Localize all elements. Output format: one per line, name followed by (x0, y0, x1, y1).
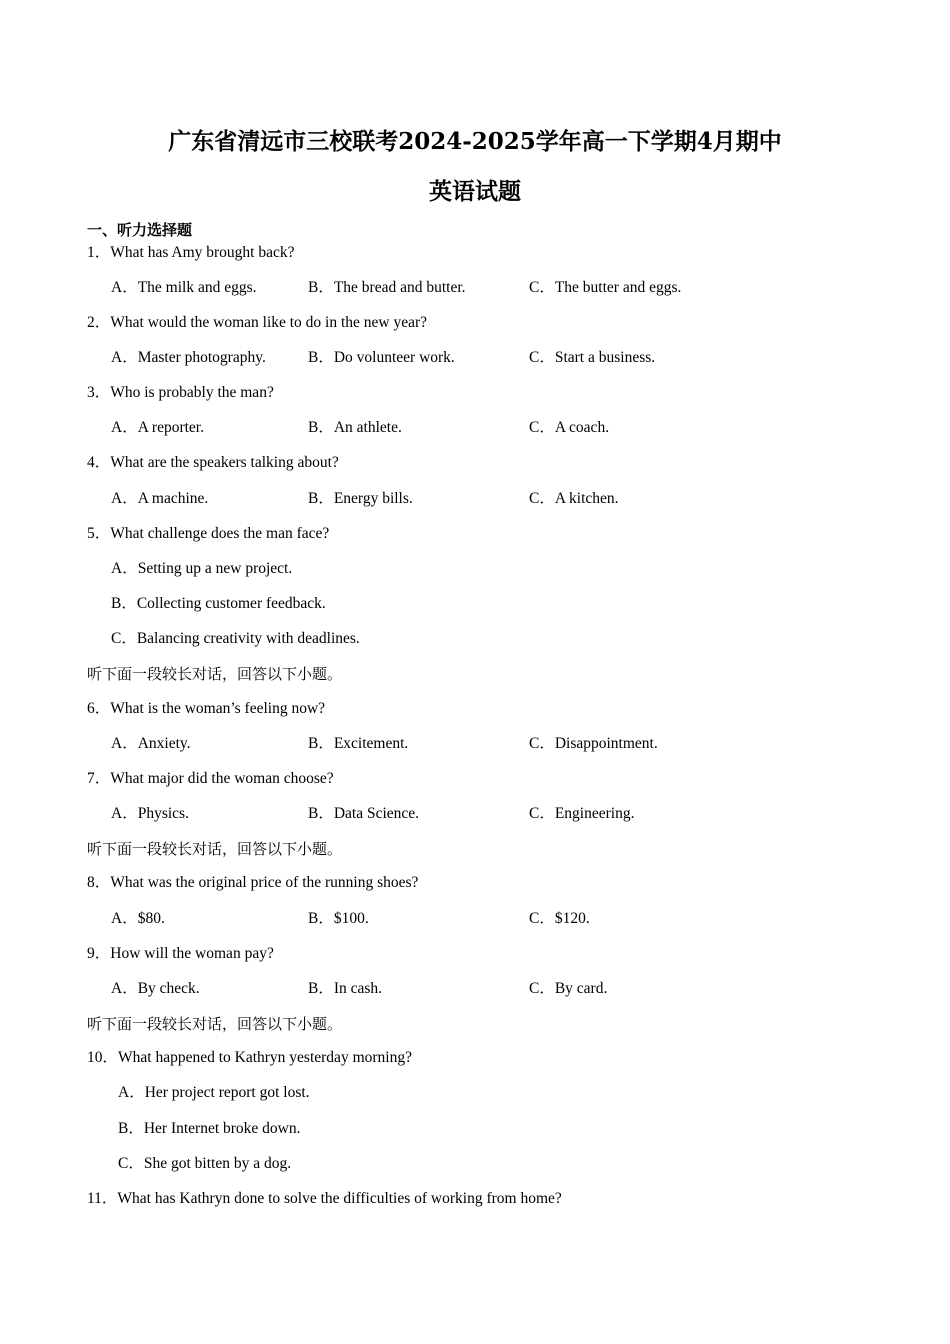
q7-option-c: C．Engineering. (529, 805, 635, 822)
listening-instruction-1: 听下面一段较长对话，回答以下小题。 (87, 665, 343, 683)
q7-option-b: B．Data Science. (308, 805, 420, 822)
question-9: 9．How will the woman pay? (87, 945, 274, 962)
q6-option-b: B．Excitement. (308, 735, 409, 752)
listening-instruction-2: 听下面一段较长对话，回答以下小题。 (87, 840, 343, 858)
q1-option-b: B．The bread and butter. (308, 279, 466, 296)
listening-instruction-3: 听下面一段较长对话，回答以下小题。 (87, 1015, 343, 1033)
exam-title-line-2: 英语试题 (429, 178, 521, 205)
question-8: 8．What was the original price of the running shoes? (87, 874, 419, 891)
q2-option-b: B．Do volunteer work. (308, 349, 455, 366)
q3-option-b: B．An athlete. (308, 419, 402, 436)
q10-option-b: B．Her Internet broke down. (118, 1120, 301, 1137)
q4-option-a: A．A machine. (111, 490, 209, 507)
q6-option-a: A．Anxiety. (111, 735, 191, 752)
question-10: 10．What happened to Kathryn yesterday morning? (87, 1049, 412, 1066)
question-6: 6．What is the woman’s feeling now? (87, 700, 326, 717)
q4-option-b: B．Energy bills. (308, 490, 413, 507)
q9-option-b: B．In cash. (308, 980, 383, 997)
q7-option-a: A．Physics. (111, 805, 189, 822)
q5-option-b: B．Collecting customer feedback. (111, 595, 326, 612)
question-1: 1．What has Amy brought back? (87, 244, 295, 261)
question-2: 2．What would the woman like to do in the new year? (87, 314, 428, 331)
q2-option-a: A．Master photography. (111, 349, 266, 366)
q4-option-c: C．A kitchen. (529, 490, 619, 507)
question-4: 4．What are the speakers talking about? (87, 454, 339, 471)
question-7: 7．What major did the woman choose? (87, 770, 334, 787)
question-3: 3．Who is probably the man? (87, 384, 274, 401)
q10-option-a: A．Her project report got lost. (118, 1084, 310, 1101)
q3-option-a: A．A reporter. (111, 419, 204, 436)
q1-option-a: A．The milk and eggs. (111, 279, 257, 296)
q3-option-c: C．A coach. (529, 419, 610, 436)
question-11: 11．What has Kathryn done to solve the difficulties of working from home? (87, 1190, 562, 1207)
q8-option-b: B．$100. (308, 910, 369, 927)
q9-option-a: A．By check. (111, 980, 200, 997)
q1-option-c: C．The butter and eggs. (529, 279, 682, 296)
q8-option-a: A．$80. (111, 910, 165, 927)
q10-option-c: C．She got bitten by a dog. (118, 1155, 292, 1172)
q6-option-c: C．Disappointment. (529, 735, 658, 752)
question-5: 5．What challenge does the man face? (87, 525, 330, 542)
q5-option-a: A．Setting up a new project. (111, 560, 293, 577)
exam-title-line-1: 广东省清远市三校联考2024-2025学年高一下学期4月期中 (168, 128, 782, 155)
q5-option-c: C．Balancing creativity with deadlines. (111, 630, 360, 647)
q9-option-c: C．By card. (529, 980, 608, 997)
q2-option-c: C．Start a business. (529, 349, 656, 366)
section-heading: 一、听力选择题 (87, 221, 193, 239)
q8-option-c: C．$120. (529, 910, 590, 927)
